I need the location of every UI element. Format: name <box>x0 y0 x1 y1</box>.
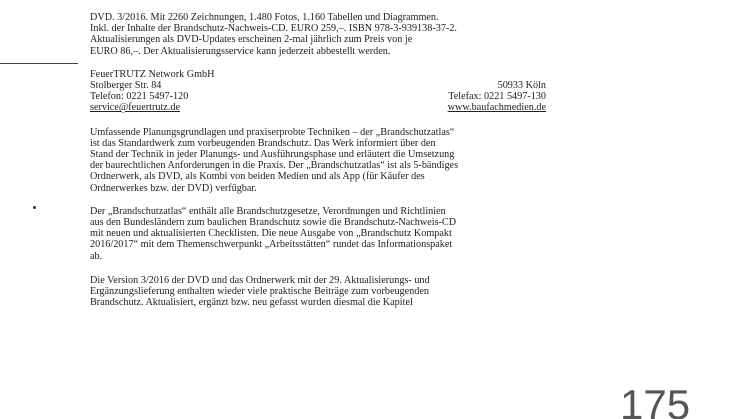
city: 50933 Köln <box>497 80 546 92</box>
contact-block <box>90 69 546 114</box>
paragraph-line: aus den Bundesländern zum baulichen Brandschutz sowie die Brandschutz-Nachweis-CD <box>90 217 457 229</box>
left-margin-rule <box>0 63 78 64</box>
paragraph-line: Ordnerwerk, als DVD, als Kombi von beiden Medien und als App (für Käufer des <box>90 171 425 183</box>
website-link[interactable]: www.baufachmedien.de <box>447 102 546 114</box>
paragraph-line: Umfassende Planungsgrundlagen und praxiserprobte Techniken – der „Brandschutzatlas“ <box>90 126 455 138</box>
paragraph-overview <box>90 127 546 194</box>
paragraph-line: ab. <box>90 250 103 262</box>
text-column <box>90 12 546 308</box>
fax-number: Telefax: 0221 5497-130 <box>448 91 546 103</box>
paragraph-line: Die Version 3/2016 der DVD und das Ordnerwerk mit der 29. Aktualisierungs- und <box>90 274 430 286</box>
paragraph-line: mit neuen und aktualisierten Checklisten. Die neue Ausgabe von „Brandschutz Kompakt <box>90 228 452 240</box>
paragraph-line: Der „Brandschutzatlas“ enthält alle Brandschutzgesetze, Verordnungen und Richtlinien <box>90 205 446 217</box>
paragraph-line: Stand der Technik in jeder Planungs- und Ausführungsphase und erläutert die Umsetzung <box>90 149 455 161</box>
paragraph-line: der baurechtlichen Anforderungen in die Praxis. Der „Brandschutzatlas“ ist als 5-bändiges <box>90 160 459 172</box>
links-row <box>90 102 546 113</box>
paragraph-line: 2016/2017“ mit dem Themenschwerpunkt „Arbeitsstätten“ rundet das Informationspaket <box>90 239 453 251</box>
intro-line: EURO 86,–. Der Aktualisierungsservice kann jederzeit abbestellt werden. <box>90 45 391 57</box>
intro-line: DVD. 3/2016. Mit 2260 Zeichnungen, 1.480 Fotos, 1.160 Tabellen und Diagrammen. <box>90 12 439 23</box>
street-address: Stolberger Str. 84 <box>90 80 162 92</box>
phone-row <box>90 91 546 102</box>
paragraph-line: Ordnerwerkes bzw. der DVD) verfügbar. <box>90 182 257 194</box>
email-link[interactable]: service@feuertrutz.de <box>90 102 180 114</box>
page-number: 175 <box>620 381 691 419</box>
intro-line: Aktualisierungen als DVD-Updates erscheinen 2-mal jährlich zum Preis von je <box>90 34 413 46</box>
paragraph-line: Brandschutz. Aktualisiert, ergänzt bzw. neu gefasst wurden diesmal die Kapitel <box>90 297 413 309</box>
address-row <box>90 80 546 91</box>
intro-line: Inkl. der Inhalte der Brandschutz-Nachweis-CD. EURO 259,–. ISBN 978-3-939138-37-2. <box>90 23 457 35</box>
paragraph-contents <box>90 206 546 262</box>
paragraph-line: Ergänzungslieferung enthalten wieder viele praktische Beiträge zum vorbeugenden <box>90 286 429 298</box>
paragraph-line: ist das Standardwerk zum vorbeugenden Brandschutz. Das Werk informiert über den <box>90 137 436 149</box>
phone-number: Telefon: 0221 5497-120 <box>90 91 189 103</box>
paragraph-version <box>90 275 546 309</box>
margin-bullet <box>33 206 36 209</box>
intro-block <box>90 12 546 57</box>
company-name: FeuerTRUTZ Network GmbH <box>90 68 215 80</box>
